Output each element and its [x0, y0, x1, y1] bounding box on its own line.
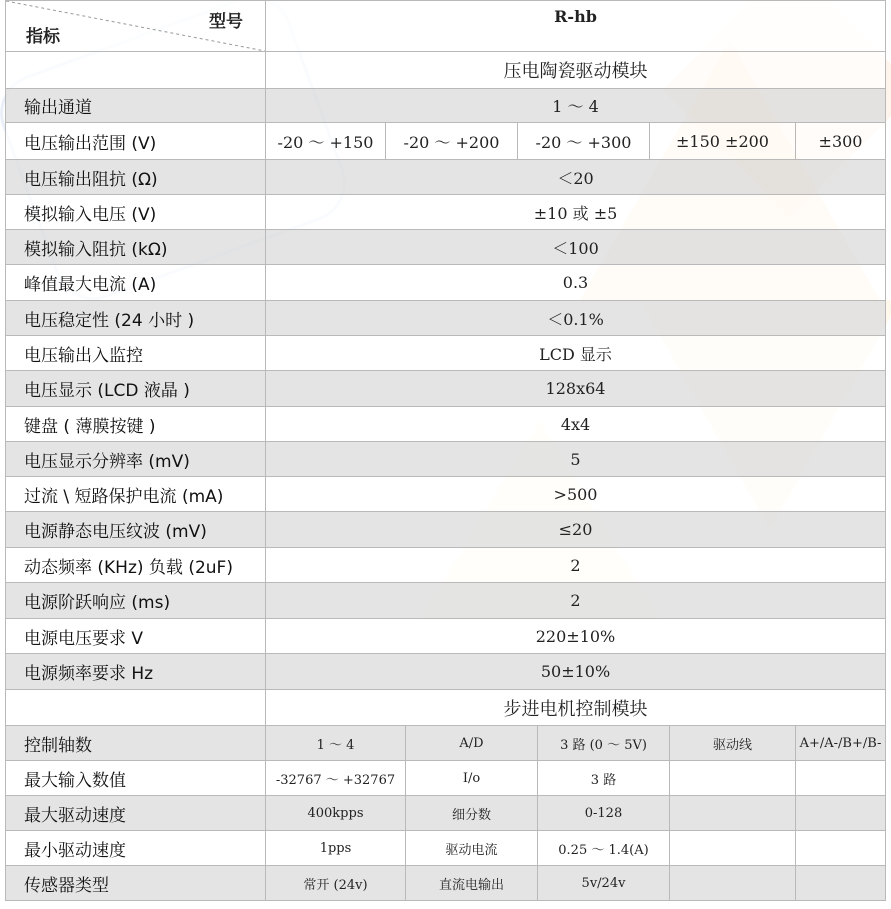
header-corner-cell	[6, 1, 266, 52]
row-value: ＜100	[266, 230, 886, 265]
cell: 直流电输出	[406, 866, 538, 901]
row-value: 50±10%	[266, 654, 886, 690]
row-label: 传感器类型	[6, 866, 266, 901]
cell: A+/A-/B+/B-	[796, 726, 886, 761]
row-value: 2	[266, 548, 886, 583]
row-value: ±10 或 ±5	[266, 195, 886, 230]
cell: 1pps	[266, 831, 406, 866]
row-value: ≤20	[266, 512, 886, 548]
section2-blank	[6, 690, 266, 726]
voltage-range-4: ±150 ±200	[650, 123, 796, 160]
cell: I/o	[406, 761, 538, 796]
row-label: 电压稳定性 (24 小时 )	[6, 301, 266, 336]
row-label: 键盘 ( 薄膜按键 )	[6, 407, 266, 442]
row-value: LCD 显示	[266, 336, 886, 371]
row-label: 电源阶跃响应 (ms)	[6, 583, 266, 619]
cell: A/D	[406, 726, 538, 761]
spec-table	[5, 0, 886, 901]
cell: 5v/24v	[538, 866, 670, 901]
voltage-range-5: ±300	[796, 123, 886, 160]
cell: 0-128	[538, 796, 670, 831]
cell	[796, 831, 886, 866]
cell: 3 路	[538, 761, 670, 796]
row-label: 电压输出入监控	[6, 336, 266, 371]
row-value: 2	[266, 583, 886, 619]
row-label: 电源静态电压纹波 (mV)	[6, 512, 266, 548]
cell: 3 路 (0 ～ 5V)	[538, 726, 670, 761]
row-label: 过流 \ 短路保护电流 (mA)	[6, 477, 266, 512]
row-label: 电源电压要求 V	[6, 619, 266, 654]
row-label: 输出通道	[6, 89, 266, 123]
row-label: 电源频率要求 Hz	[6, 654, 266, 690]
cell: 驱动线	[670, 726, 796, 761]
row-label: 模拟输入电压 (V)	[6, 195, 266, 230]
row-value: 128x64	[266, 371, 886, 407]
row-value: 4x4	[266, 407, 886, 442]
cell: 0.25 ～ 1.4(A)	[538, 831, 670, 866]
cell: 1 ～ 4	[266, 726, 406, 761]
row-label: 动态频率 (KHz) 负载 (2uF)	[6, 548, 266, 583]
cell: -32767 ～ +32767	[266, 761, 406, 796]
cell	[796, 761, 886, 796]
row-label: 模拟输入阻抗 (kΩ)	[6, 230, 266, 265]
section2-title: 步进电机控制模块	[266, 690, 886, 726]
cell: 400kpps	[266, 796, 406, 831]
cell: 常开 (24v)	[266, 866, 406, 901]
cell	[670, 831, 796, 866]
row-value: ＜20	[266, 160, 886, 195]
section1-title: 压电陶瓷驱动模块	[266, 52, 886, 89]
voltage-range-2: -20 ～ +200	[386, 123, 518, 160]
cell	[796, 866, 886, 901]
cell	[670, 761, 796, 796]
cell	[796, 796, 886, 831]
row-value: 0.3	[266, 265, 886, 301]
row-label: 电压显示分辨率 (mV)	[6, 442, 266, 477]
cell: 驱动电流	[406, 831, 538, 866]
cell	[670, 796, 796, 831]
corner-spec-label: 指标	[26, 27, 60, 47]
row-label: 峰值最大电流 (A)	[6, 265, 266, 301]
row-label: 控制轴数	[6, 726, 266, 761]
voltage-range-1: -20 ～ +150	[266, 123, 386, 160]
row-value: 220±10%	[266, 619, 886, 654]
row-label: 电压输出阻抗 (Ω)	[6, 160, 266, 195]
row-value: 1 ～ 4	[266, 89, 886, 123]
row-label: 最大输入数值	[6, 761, 266, 796]
voltage-range-label: 电压输出范围 (V)	[6, 123, 266, 160]
cell: 细分数	[406, 796, 538, 831]
cell	[670, 866, 796, 901]
corner-model-label: 型号	[209, 12, 243, 32]
row-label: 最大驱动速度	[6, 796, 266, 831]
model-name: R-hb	[266, 1, 886, 52]
voltage-range-3: -20 ～ +300	[518, 123, 650, 160]
row-label: 最小驱动速度	[6, 831, 266, 866]
row-label: 电压显示 (LCD 液晶 )	[6, 371, 266, 407]
row-value: 5	[266, 442, 886, 477]
section1-blank	[6, 52, 266, 89]
row-value: >500	[266, 477, 886, 512]
row-value: ＜0.1%	[266, 301, 886, 336]
